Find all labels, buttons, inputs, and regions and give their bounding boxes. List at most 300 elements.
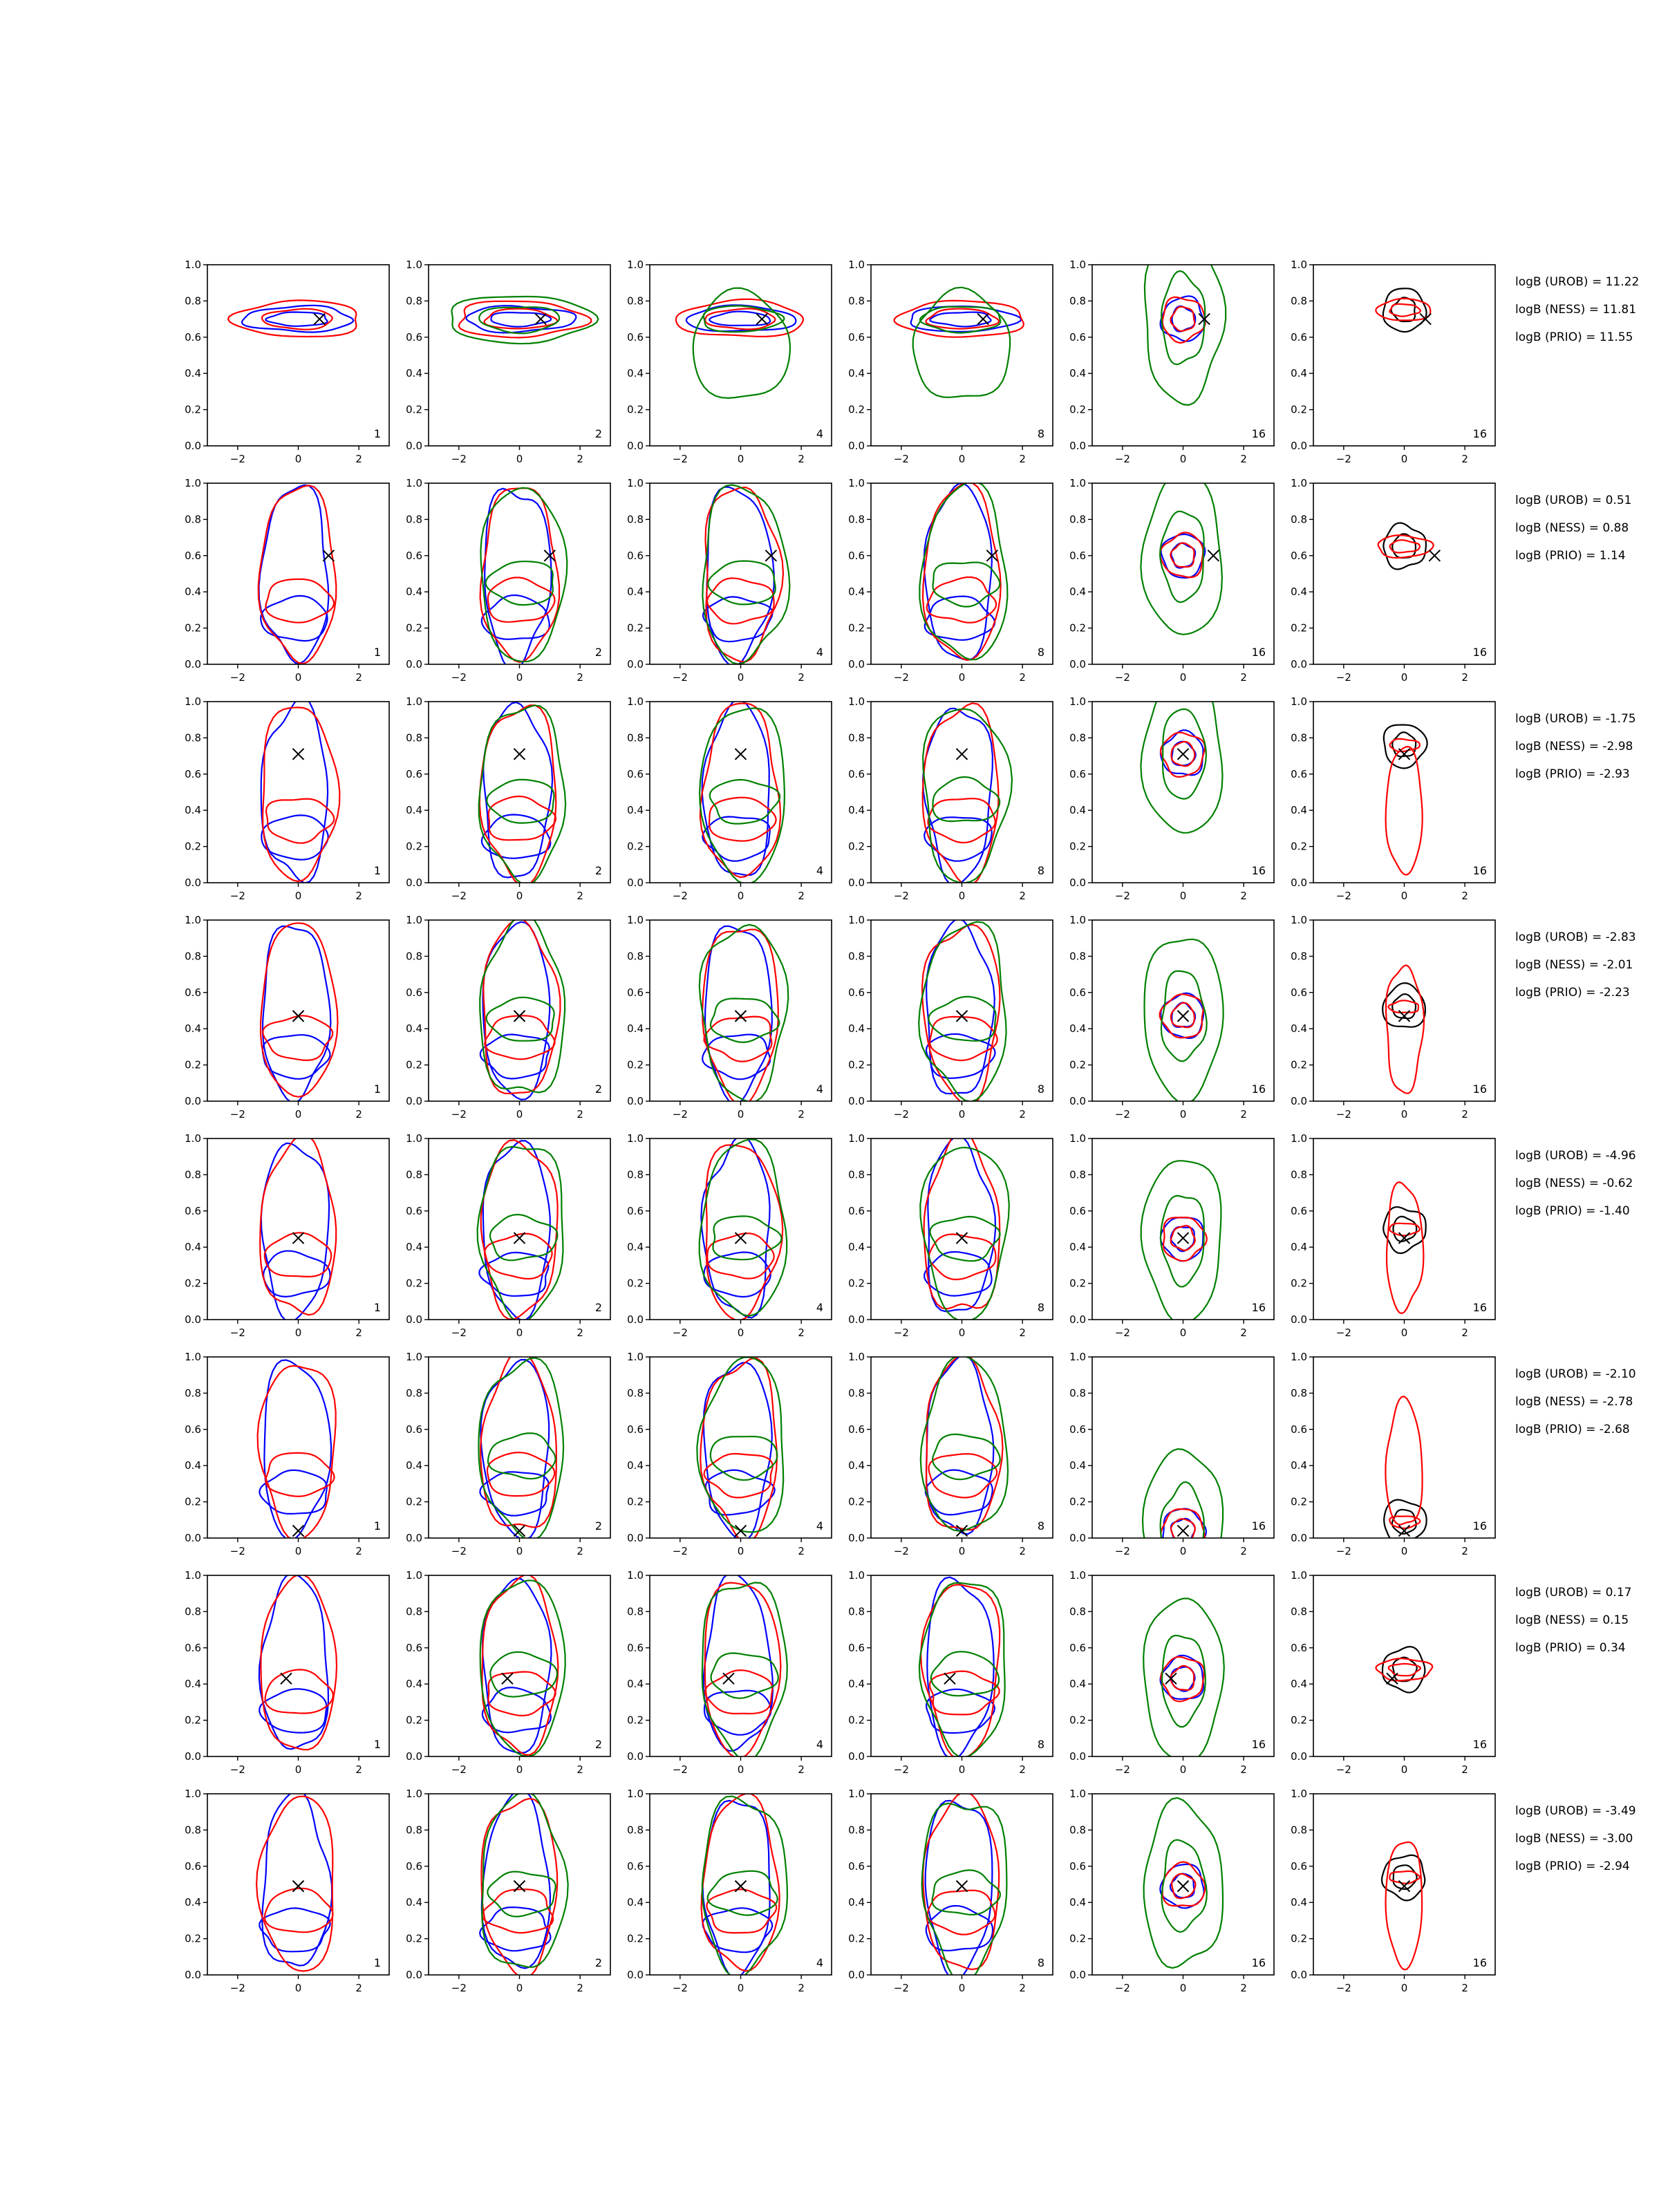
y-tick-label: 0.4 — [848, 367, 865, 380]
contour-green — [1161, 1482, 1204, 1575]
y-tick-label: 0.8 — [185, 1605, 201, 1618]
y-tick-label: 0.4 — [1069, 367, 1086, 380]
panel-label: 4 — [816, 427, 823, 440]
true-point-marker — [735, 749, 747, 760]
y-tick-label: 0.6 — [406, 1204, 422, 1217]
logb-annotations-row-2 — [1515, 494, 1631, 563]
y-tick-label: 0.2 — [1291, 840, 1307, 853]
contour-green — [700, 708, 785, 883]
axes-frame — [650, 1794, 832, 1975]
contour-group — [697, 1357, 783, 1543]
y-tick-label: 0.6 — [1069, 330, 1086, 344]
panel-label: 8 — [1037, 864, 1044, 877]
axes-frame — [650, 265, 832, 446]
x-tick-label: 2 — [1461, 1763, 1468, 1776]
contour-group — [228, 300, 357, 337]
y-tick-label: 0.2 — [406, 1277, 422, 1290]
y-tick-label: 0.2 — [406, 1932, 422, 1945]
y-tick-label: 1.0 — [1291, 1788, 1307, 1800]
subplot-r4-c1 — [185, 914, 389, 1121]
logb-annotations-row-4 — [1515, 930, 1636, 1000]
x-tick-label: 2 — [1019, 453, 1026, 465]
x-tick-label: −2 — [672, 1982, 688, 1994]
y-tick-label: 0.8 — [848, 1168, 865, 1181]
subplot-r6-c2 — [406, 1351, 610, 1558]
contour-blue — [926, 1034, 995, 1078]
true-point-marker — [1178, 749, 1189, 760]
contour-group — [1144, 1798, 1223, 1968]
x-tick-label: 0 — [1400, 1327, 1408, 1339]
subplot-r7-c6 — [1291, 1569, 1495, 1776]
y-tick-label: 0.0 — [185, 658, 201, 671]
y-tick-label: 0.2 — [185, 1495, 201, 1508]
x-tick-label: −2 — [451, 1108, 467, 1121]
subplot-r7-c1 — [185, 1569, 389, 1776]
y-tick-label: 1.0 — [1069, 1569, 1086, 1582]
logb-label: logB (NESS) = -2.01 — [1515, 958, 1633, 972]
y-tick-label: 0.4 — [848, 804, 865, 817]
y-tick-label: 0.0 — [185, 440, 201, 452]
y-tick-label: 0.4 — [627, 1022, 644, 1035]
true-point-marker — [977, 314, 988, 325]
y-tick-label: 0.2 — [1291, 1714, 1307, 1727]
y-tick-label: 0.6 — [1291, 549, 1307, 562]
contour-group — [258, 1360, 336, 1541]
y-tick-label: 1.0 — [185, 1351, 201, 1363]
true-point-marker — [1399, 1232, 1410, 1244]
x-tick-label: −2 — [451, 1327, 467, 1339]
contour-red — [485, 1015, 554, 1059]
y-tick-label: 0.2 — [1069, 1714, 1086, 1727]
y-tick-label: 0.6 — [1291, 1423, 1307, 1436]
y-tick-label: 0.4 — [1069, 804, 1086, 817]
x-tick-label: 2 — [577, 1545, 583, 1557]
y-tick-label: 0.6 — [1291, 767, 1307, 780]
subplot-r3-c6 — [1291, 695, 1495, 902]
axes-frame — [429, 265, 610, 446]
y-tick-label: 0.2 — [1291, 1277, 1307, 1290]
subplot-r2-c3 — [627, 477, 832, 684]
subplot-r5-c3 — [627, 1132, 832, 1339]
subplot-r5-c1 — [185, 1132, 389, 1339]
y-tick-label: 0.2 — [406, 1058, 422, 1071]
contour-green — [1141, 670, 1222, 833]
y-tick-label: 0.8 — [848, 950, 865, 963]
x-tick-label: 2 — [1461, 1108, 1468, 1121]
y-tick-label: 0.4 — [1291, 804, 1307, 817]
subplot-r6-c5 — [1069, 1351, 1274, 1613]
y-tick-label: 0.8 — [406, 1605, 422, 1618]
panel-label: 4 — [816, 646, 823, 659]
contour-red — [707, 1233, 774, 1279]
y-tick-label: 1.0 — [1291, 1132, 1307, 1145]
y-tick-label: 0.6 — [848, 986, 865, 999]
contour-group — [1143, 1599, 1224, 1762]
y-tick-label: 0.8 — [627, 1168, 644, 1181]
subplot-r8-c5 — [1069, 1788, 1274, 1994]
axes-frame — [207, 920, 389, 1101]
y-tick-label: 0.2 — [406, 840, 422, 853]
true-point-marker — [502, 1673, 513, 1684]
contour-red — [926, 309, 999, 329]
y-tick-label: 0.0 — [1069, 1095, 1086, 1107]
contour-blue — [261, 815, 328, 859]
x-tick-label: −2 — [229, 1763, 245, 1776]
panel-label: 2 — [594, 646, 602, 659]
y-tick-label: 0.4 — [848, 1896, 865, 1909]
y-tick-label: 0.0 — [406, 440, 422, 452]
x-tick-label: 0 — [294, 1108, 302, 1121]
x-tick-label: −2 — [672, 1545, 688, 1557]
y-tick-label: 0.8 — [185, 1168, 201, 1181]
y-tick-label: 0.0 — [185, 1532, 201, 1544]
panel-label: 16 — [1251, 427, 1266, 440]
subplot-r7-c5 — [1069, 1569, 1274, 1776]
x-tick-label: −2 — [229, 1545, 245, 1557]
x-tick-label: 2 — [798, 453, 805, 465]
contour-group — [480, 1575, 565, 1756]
y-tick-label: 0.2 — [848, 621, 865, 635]
x-tick-label: 0 — [958, 1108, 966, 1121]
y-tick-label: 1.0 — [627, 695, 644, 708]
x-tick-label: 0 — [294, 890, 302, 902]
y-tick-label: 0.4 — [185, 585, 201, 599]
y-tick-label: 1.0 — [848, 1351, 865, 1363]
axes-frame — [871, 265, 1053, 446]
x-tick-label: −2 — [893, 671, 909, 684]
contour-black — [1382, 1855, 1425, 1901]
y-tick-label: 1.0 — [848, 1788, 865, 1800]
y-tick-label: 0.6 — [848, 1204, 865, 1217]
x-tick-label: 0 — [1400, 890, 1408, 902]
y-tick-label: 0.8 — [185, 950, 201, 963]
contour-blue — [265, 312, 327, 326]
logb-label: logB (PRIO) = 1.14 — [1515, 549, 1626, 563]
y-tick-label: 0.4 — [185, 1459, 201, 1472]
x-tick-label: 2 — [1019, 671, 1026, 684]
axes-frame — [1313, 1794, 1495, 1975]
x-tick-label: 2 — [355, 1108, 362, 1121]
y-tick-label: 0.4 — [1291, 1022, 1307, 1035]
contour-blue — [482, 1790, 550, 1969]
y-tick-label: 0.2 — [185, 1932, 201, 1945]
x-tick-label: 0 — [1179, 1545, 1187, 1557]
true-point-marker — [957, 749, 968, 760]
axes-frame — [1092, 1357, 1274, 1538]
y-tick-label: 0.6 — [627, 767, 644, 780]
y-tick-label: 0.0 — [185, 1750, 201, 1763]
x-tick-label: −2 — [1114, 1982, 1130, 1994]
contour-group — [676, 288, 803, 398]
y-tick-label: 0.8 — [1069, 1387, 1086, 1400]
contour-blue — [926, 1470, 993, 1515]
y-tick-label: 1.0 — [406, 914, 422, 926]
y-tick-label: 0.2 — [627, 840, 644, 853]
y-tick-label: 0.4 — [406, 1896, 422, 1909]
y-tick-label: 0.0 — [848, 658, 865, 671]
subplot-r4-c3 — [627, 914, 832, 1121]
logb-label: logB (UROB) = -1.75 — [1515, 712, 1636, 726]
x-tick-label: 2 — [1461, 1327, 1468, 1339]
y-tick-label: 0.0 — [406, 658, 422, 671]
x-tick-label: 2 — [1240, 1763, 1247, 1776]
y-tick-label: 1.0 — [848, 1569, 865, 1582]
y-tick-label: 0.8 — [185, 1387, 201, 1400]
contour-red — [259, 485, 337, 664]
subplot-r1-c2 — [406, 259, 610, 465]
x-tick-label: −2 — [1335, 1108, 1351, 1121]
y-tick-label: 0.6 — [1291, 986, 1307, 999]
axes-frame — [429, 1794, 610, 1975]
contour-group — [480, 1790, 568, 1978]
y-tick-label: 0.2 — [848, 1932, 865, 1945]
x-tick-label: 2 — [1461, 1982, 1468, 1994]
x-tick-label: 2 — [355, 1982, 362, 1994]
x-tick-label: 0 — [516, 1327, 523, 1339]
axes-frame — [650, 920, 832, 1101]
y-tick-label: 0.6 — [406, 1423, 422, 1436]
contour-black — [1391, 297, 1416, 321]
contour-group — [259, 485, 337, 664]
x-tick-label: 0 — [516, 671, 523, 684]
subplot-r5-c5 — [1069, 1132, 1274, 1339]
contour-red — [488, 578, 555, 622]
x-tick-label: 2 — [355, 1545, 362, 1557]
axes-frame — [871, 1357, 1053, 1538]
subplot-r2-c4 — [848, 477, 1053, 684]
x-tick-label: −2 — [893, 1982, 909, 1994]
contour-group — [923, 703, 1012, 885]
y-tick-label: 1.0 — [627, 914, 644, 926]
y-tick-label: 0.6 — [848, 767, 865, 780]
panel-label: 4 — [816, 1082, 823, 1096]
true-point-marker — [735, 1011, 747, 1022]
x-tick-label: 0 — [958, 890, 966, 902]
axes-frame — [871, 483, 1053, 664]
panel-label: 8 — [1037, 1738, 1044, 1751]
x-tick-label: 0 — [294, 1327, 302, 1339]
y-tick-label: 0.0 — [627, 1313, 644, 1326]
axes-frame — [871, 1138, 1053, 1320]
logb-label: logB (NESS) = -2.78 — [1515, 1395, 1633, 1409]
panel-label: 1 — [373, 427, 381, 440]
y-tick-label: 0.4 — [406, 1241, 422, 1254]
y-tick-label: 1.0 — [185, 914, 201, 926]
x-tick-label: 2 — [1461, 1545, 1468, 1557]
y-tick-label: 0.6 — [627, 1204, 644, 1217]
subplot-r6-c1 — [185, 1351, 389, 1557]
axes-frame — [429, 483, 610, 664]
true-point-marker — [293, 1881, 304, 1892]
panel-label: 16 — [1251, 1956, 1266, 1969]
y-tick-label: 0.2 — [627, 1932, 644, 1945]
y-tick-label: 0.6 — [185, 549, 201, 562]
contour-group — [1382, 966, 1425, 1094]
y-tick-label: 0.2 — [627, 1714, 644, 1727]
contour-black — [1392, 732, 1416, 756]
x-tick-label: 0 — [737, 1763, 744, 1776]
subplot-r8-c3 — [627, 1788, 832, 1994]
subplot-r2-c6 — [1291, 477, 1495, 684]
panel-label: 16 — [1472, 646, 1487, 659]
y-tick-label: 0.6 — [185, 1859, 201, 1873]
x-tick-label: 0 — [1179, 1108, 1187, 1121]
contour-group — [700, 700, 785, 883]
y-tick-label: 0.6 — [406, 1859, 422, 1873]
logb-label: logB (NESS) = -2.98 — [1515, 740, 1633, 753]
contour-red — [1386, 1842, 1423, 1969]
axes-frame — [650, 483, 832, 664]
true-point-marker — [293, 749, 304, 760]
x-tick-label: 0 — [958, 1982, 966, 1994]
x-tick-label: 0 — [516, 1545, 523, 1557]
y-tick-label: 0.2 — [1291, 403, 1307, 416]
contour-green — [711, 1653, 778, 1698]
x-tick-label: −2 — [1335, 671, 1351, 684]
panel-label: 2 — [594, 1956, 602, 1969]
axes-frame — [871, 702, 1053, 883]
y-tick-label: 0.4 — [185, 804, 201, 817]
y-tick-label: 0.6 — [185, 986, 201, 999]
x-tick-label: 2 — [355, 671, 362, 684]
contour-green — [921, 1356, 1008, 1531]
y-tick-label: 0.8 — [185, 294, 201, 308]
y-tick-label: 0.2 — [185, 403, 201, 416]
panel-label: 2 — [594, 1738, 602, 1751]
true-point-marker — [1178, 1881, 1189, 1892]
panel-label: 2 — [594, 864, 602, 877]
logb-label: logB (NESS) = 0.88 — [1515, 521, 1629, 535]
x-tick-label: −2 — [229, 1982, 245, 1994]
contour-blue — [259, 1574, 328, 1750]
subplot-r6-c6 — [1291, 1351, 1495, 1557]
logb-label: logB (PRIO) = -2.68 — [1515, 1423, 1630, 1436]
y-tick-label: 1.0 — [185, 1569, 201, 1582]
x-tick-label: −2 — [1335, 1763, 1351, 1776]
y-tick-label: 0.4 — [1069, 1678, 1086, 1691]
panel-label: 16 — [1472, 1082, 1487, 1096]
subplot-r7-c2 — [406, 1569, 610, 1776]
x-tick-label: 2 — [577, 1763, 583, 1776]
y-tick-label: 0.4 — [627, 804, 644, 817]
subplot-r3-c4 — [848, 695, 1053, 902]
contour-red — [483, 919, 560, 1094]
contour-group — [700, 925, 789, 1105]
panel-label: 16 — [1472, 1301, 1487, 1314]
x-tick-label: 2 — [1240, 1982, 1247, 1994]
subplot-r8-c2 — [406, 1788, 610, 1994]
y-tick-label: 0.6 — [1069, 986, 1086, 999]
y-tick-label: 0.2 — [185, 1714, 201, 1727]
contour-group — [452, 297, 599, 344]
y-tick-label: 0.4 — [185, 367, 201, 380]
y-tick-label: 0.2 — [627, 403, 644, 416]
y-tick-label: 0.2 — [185, 1058, 201, 1071]
logb-label: logB (NESS) = -0.62 — [1515, 1177, 1633, 1190]
y-tick-label: 0.0 — [1291, 1095, 1307, 1107]
y-tick-label: 0.8 — [627, 1605, 644, 1618]
x-tick-label: 0 — [1400, 1545, 1408, 1557]
y-tick-label: 0.8 — [848, 1605, 865, 1618]
y-tick-label: 0.2 — [406, 1495, 422, 1508]
y-tick-label: 0.4 — [627, 1459, 644, 1472]
x-tick-label: −2 — [672, 671, 688, 684]
logb-annotations-row-6 — [1515, 1367, 1636, 1436]
x-tick-label: 2 — [355, 453, 362, 465]
panel-label: 4 — [816, 1738, 823, 1751]
x-tick-label: 2 — [1240, 1545, 1247, 1557]
axes-frame — [429, 702, 610, 883]
y-tick-label: 0.0 — [1291, 1750, 1307, 1763]
y-tick-label: 0.4 — [1069, 1241, 1086, 1254]
panel-label: 2 — [594, 427, 602, 440]
x-tick-label: −2 — [451, 453, 467, 465]
true-point-marker — [944, 1673, 955, 1684]
contour-group — [894, 288, 1024, 397]
x-tick-label: 2 — [1019, 890, 1026, 902]
x-tick-label: 0 — [516, 1108, 523, 1121]
y-tick-label: 1.0 — [1069, 1788, 1086, 1800]
x-tick-label: 2 — [1019, 1763, 1026, 1776]
subplot-r3-c3 — [627, 695, 832, 902]
subplot-r4-c2 — [406, 914, 610, 1121]
y-tick-label: 0.8 — [406, 513, 422, 526]
y-tick-label: 1.0 — [185, 1788, 201, 1800]
x-tick-label: 2 — [577, 1327, 583, 1339]
x-tick-label: −2 — [672, 1108, 688, 1121]
panel-label: 16 — [1251, 1738, 1266, 1751]
contour-group — [480, 488, 568, 671]
y-tick-label: 0.8 — [1069, 950, 1086, 963]
subplot-r1-c4 — [848, 259, 1053, 465]
x-tick-label: −2 — [1114, 453, 1130, 465]
x-tick-label: −2 — [451, 890, 467, 902]
y-tick-label: 0.8 — [627, 950, 644, 963]
y-tick-label: 0.4 — [1069, 1459, 1086, 1472]
y-tick-label: 0.2 — [1069, 621, 1086, 635]
y-tick-label: 0.8 — [848, 1387, 865, 1400]
axes-frame — [207, 1357, 389, 1538]
contour-green — [700, 1139, 787, 1315]
axes-frame — [650, 1575, 832, 1756]
axes-frame — [650, 1357, 832, 1538]
x-tick-label: −2 — [1114, 1763, 1130, 1776]
y-tick-label: 0.2 — [627, 1058, 644, 1071]
x-tick-label: 0 — [737, 1982, 744, 1994]
y-tick-label: 0.4 — [406, 1022, 422, 1035]
axes-frame — [207, 265, 389, 446]
y-tick-label: 1.0 — [848, 914, 865, 926]
y-tick-label: 0.4 — [406, 367, 422, 380]
y-tick-label: 0.8 — [1291, 1387, 1307, 1400]
contour-red — [256, 1797, 332, 1971]
x-tick-label: 2 — [798, 671, 805, 684]
y-tick-label: 0.2 — [627, 1495, 644, 1508]
logb-label: logB (NESS) = 11.81 — [1515, 303, 1637, 317]
y-tick-label: 0.0 — [627, 658, 644, 671]
subplot-r2-c1 — [185, 477, 389, 684]
x-tick-label: 0 — [1179, 1327, 1187, 1339]
true-point-marker — [1178, 1011, 1189, 1022]
axes-frame — [429, 920, 610, 1101]
y-tick-label: 1.0 — [848, 477, 865, 489]
true-point-marker — [735, 1881, 747, 1892]
y-tick-label: 0.0 — [406, 1532, 422, 1544]
panel-label: 8 — [1037, 1519, 1044, 1533]
subplot-r7-c4 — [848, 1569, 1053, 1776]
y-tick-label: 0.0 — [627, 877, 644, 889]
x-tick-label: 2 — [1240, 1108, 1247, 1121]
